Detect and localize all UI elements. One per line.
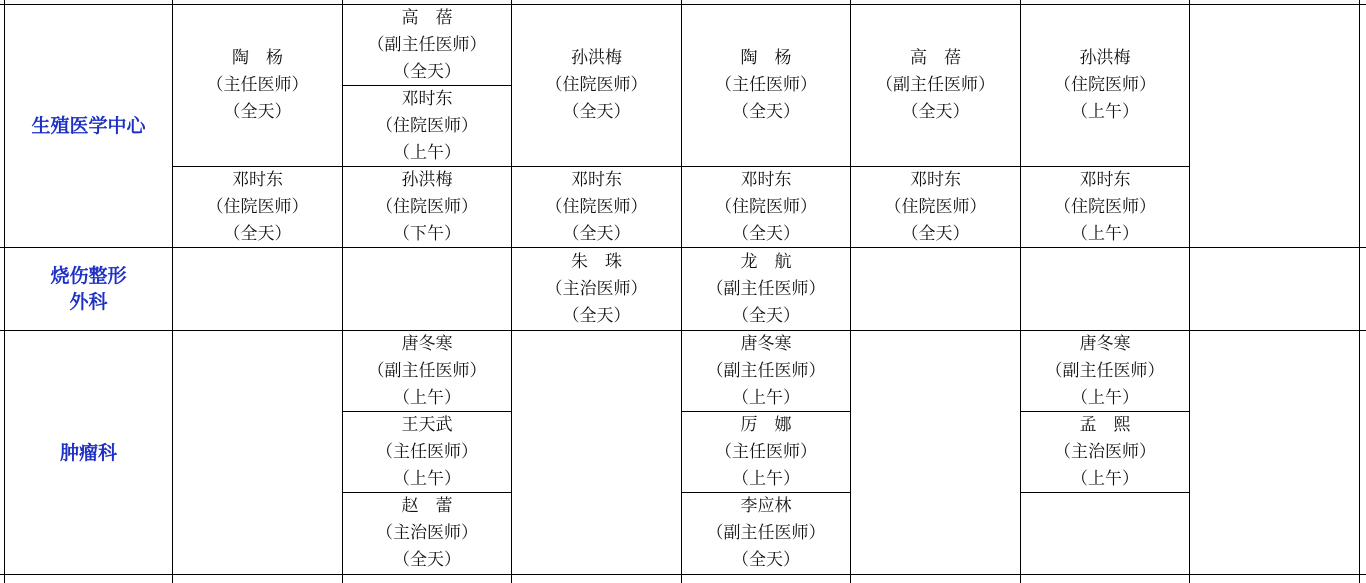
duty-time: （全天） <box>901 102 970 122</box>
duty-time: （上午） <box>393 468 461 489</box>
doctor-name: 朱 珠 <box>571 251 622 272</box>
schedule-slot <box>343 86 511 166</box>
doctor-title: （副主任医师） <box>706 278 826 299</box>
doctor-title: （副主任医师） <box>367 360 487 381</box>
doctor-title: （副主任医师） <box>706 360 826 381</box>
doctor-name: 龙 航 <box>740 251 792 272</box>
schedule-slot <box>1021 5 1189 166</box>
duty-time: （全天） <box>732 550 800 570</box>
department-name-line: 烧伤整形 <box>50 265 127 287</box>
duty-time: （全天） <box>562 102 631 122</box>
doctor-name: 孙洪梅 <box>1079 48 1131 68</box>
schedule-slot <box>512 167 681 247</box>
doctor-name: 赵 蕾 <box>401 496 453 516</box>
schedule-slot <box>173 5 342 166</box>
schedule-slot <box>173 167 342 247</box>
schedule-slot <box>343 493 511 574</box>
duty-time: （下午） <box>393 223 461 244</box>
doctor-title: （主任医师） <box>715 441 817 462</box>
doctor-name: 孟 熙 <box>1079 414 1131 435</box>
schedule-slot <box>682 412 850 492</box>
doctor-title: （主任医师） <box>206 75 309 95</box>
schedule-slot <box>682 493 850 574</box>
schedule-slot <box>512 248 681 330</box>
schedule-slot <box>343 167 511 247</box>
duty-time: （全天） <box>393 61 461 82</box>
doctor-title: （副主任医师） <box>367 34 487 55</box>
schedule-slot <box>343 331 511 411</box>
doctor-name: 唐冬寒 <box>1079 333 1131 354</box>
doctor-title: （住院医师） <box>1054 196 1156 217</box>
doctor-title: （主任医师） <box>715 75 817 95</box>
doctor-title: （副主任医师） <box>706 523 826 543</box>
duty-time: （全天） <box>223 102 292 122</box>
duty-time: （上午） <box>1071 468 1139 489</box>
schedule-slot <box>682 248 850 330</box>
doctor-title: （住院医师） <box>545 196 648 217</box>
doctor-name: 邓时东 <box>571 169 622 190</box>
doctor-name: 邓时东 <box>401 88 453 109</box>
doctor-title: （主治医师） <box>545 278 648 299</box>
doctor-title: （住院医师） <box>884 196 987 217</box>
schedule-slot <box>682 331 850 411</box>
doctor-name: 唐冬寒 <box>401 333 453 354</box>
duty-time: （上午） <box>732 387 800 408</box>
duty-time: （全天） <box>393 550 461 570</box>
duty-time: （上午） <box>1071 102 1139 122</box>
duty-time: （全天） <box>562 305 631 326</box>
department-name-line: 外科 <box>69 291 108 313</box>
grid-line <box>1189 0 1190 583</box>
doctor-name: 高 蓓 <box>910 48 961 68</box>
doctor-title: （住院医师） <box>1054 75 1156 95</box>
doctor-title: （住院医师） <box>206 196 309 217</box>
doctor-name: 孙洪梅 <box>401 169 453 190</box>
department-oncology <box>5 331 172 574</box>
schedule-slot <box>343 5 511 85</box>
doctor-title: （主治医师） <box>376 523 478 543</box>
schedule-slot <box>682 167 850 247</box>
schedule-slot <box>343 412 511 492</box>
department-reproductive <box>5 5 172 247</box>
doctor-title: （住院医师） <box>376 196 478 217</box>
duty-time: （全天） <box>901 223 970 244</box>
department-name-line: 肿瘤科 <box>59 441 117 464</box>
schedule-slot <box>1021 331 1189 411</box>
duty-time: （上午） <box>1071 223 1139 244</box>
doctor-title: （副主任医师） <box>876 75 995 95</box>
doctor-title: （住院医师） <box>545 75 648 95</box>
next-row-fragment <box>173 576 1360 583</box>
doctor-name: 高 蓓 <box>401 7 453 28</box>
doctor-name: 唐冬寒 <box>740 333 792 354</box>
schedule-slot <box>1021 412 1189 492</box>
doctor-name: 王天武 <box>401 414 453 435</box>
duty-time: （全天） <box>732 223 800 244</box>
schedule-slot <box>851 5 1020 166</box>
schedule-slot <box>512 5 681 166</box>
grid-line <box>0 574 1366 575</box>
duty-time: （全天） <box>732 102 800 122</box>
doctor-name: 厉 娜 <box>740 414 792 435</box>
duty-time: （上午） <box>393 142 461 163</box>
doctor-name: 陶 杨 <box>232 48 283 68</box>
doctor-name: 李应林 <box>740 496 792 516</box>
duty-time: （上午） <box>1071 387 1139 408</box>
duty-time: （上午） <box>393 387 461 408</box>
schedule-slot <box>851 167 1020 247</box>
duty-time: （全天） <box>562 223 631 244</box>
duty-time: （上午） <box>732 468 800 489</box>
doctor-title: （主任医师） <box>376 441 478 462</box>
doctor-name: 孙洪梅 <box>571 48 622 68</box>
doctor-name: 邓时东 <box>1079 169 1131 190</box>
doctor-name: 邓时东 <box>740 169 792 190</box>
schedule-slot <box>682 5 850 166</box>
doctor-title: （住院医师） <box>376 115 478 136</box>
doctor-title: （主治医师） <box>1054 441 1156 462</box>
doctor-name: 陶 杨 <box>740 48 792 68</box>
department-name-line: 生殖医学中心 <box>31 115 146 137</box>
doctor-title: （住院医师） <box>715 196 817 217</box>
doctor-title: （副主任医师） <box>1045 360 1165 381</box>
department-burns <box>5 248 172 330</box>
grid-line <box>1359 0 1360 583</box>
doctor-name: 邓时东 <box>232 169 283 190</box>
duty-time: （全天） <box>223 223 292 244</box>
duty-time: （全天） <box>732 305 800 326</box>
schedule-slot <box>1021 167 1189 247</box>
doctor-name: 邓时东 <box>910 169 961 190</box>
